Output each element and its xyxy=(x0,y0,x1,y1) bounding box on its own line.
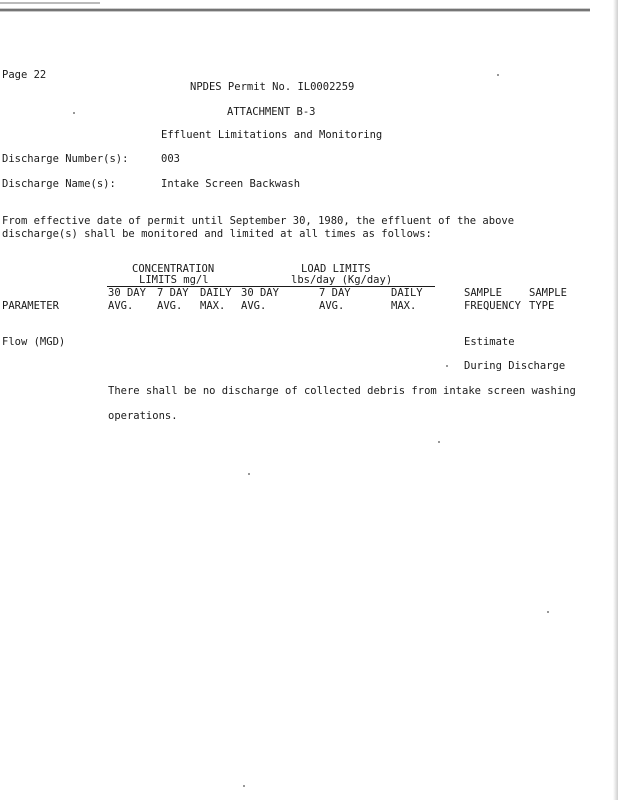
row-sample-type: During Discharge xyxy=(464,360,566,372)
discharge-name-value: Intake Screen Backwash xyxy=(161,178,301,190)
scan-speck xyxy=(248,473,250,475)
note-line-2: operations. xyxy=(108,410,178,422)
load-limits-units: lbs/day (Kg/day) xyxy=(291,274,393,286)
scan-speck xyxy=(438,441,440,443)
col-load-daily-max: MAX. xyxy=(391,300,417,312)
col-type: TYPE xyxy=(529,300,555,312)
col-conc-30day-avg: AVG. xyxy=(108,300,134,312)
scan-speck xyxy=(73,112,75,114)
col-conc-30day: 30 DAY xyxy=(108,287,146,299)
discharge-number-label: Discharge Number(s): xyxy=(2,153,129,165)
scan-edge-mark xyxy=(0,2,100,4)
col-load-7day-avg: AVG. xyxy=(319,300,345,312)
concentration-header: CONCENTRATION xyxy=(132,263,215,275)
col-conc-daily: DAILY xyxy=(200,287,232,299)
col-load-daily: DAILY xyxy=(391,287,423,299)
col-parameter: PARAMETER xyxy=(2,300,59,312)
document-subtitle: Effluent Limitations and Monitoring xyxy=(161,129,383,141)
col-sample-1: SAMPLE xyxy=(464,287,502,299)
concentration-units: LIMITS mg/l xyxy=(139,274,209,286)
discharge-number-value: 003 xyxy=(161,153,180,165)
col-conc-daily-max: MAX. xyxy=(200,300,226,312)
col-conc-7day: 7 DAY xyxy=(157,287,189,299)
scan-speck xyxy=(547,611,549,613)
col-load-30day-avg: AVG. xyxy=(241,300,267,312)
scan-right-edge xyxy=(613,0,618,800)
page-number: Page 22 xyxy=(2,69,47,81)
col-sample-2: SAMPLE xyxy=(529,287,567,299)
attachment-title: ATTACHMENT B-3 xyxy=(227,106,316,118)
col-load-7day: 7 DAY xyxy=(319,287,351,299)
scan-speck xyxy=(497,74,499,76)
col-load-30day: 30 DAY xyxy=(241,287,279,299)
load-limits-header: LOAD LIMITS xyxy=(301,263,371,275)
intro-line-2: discharge(s) shall be monitored and limited at all times as follows: xyxy=(2,228,432,240)
scan-top-edge xyxy=(0,8,590,12)
scan-speck xyxy=(446,365,448,367)
col-conc-7day-avg: AVG. xyxy=(157,300,183,312)
col-frequency: FREQUENCY xyxy=(464,300,521,312)
scan-speck xyxy=(243,785,245,787)
permit-number: NPDES Permit No. IL0002259 xyxy=(190,81,355,93)
intro-line-1: From effective date of permit until September 30, 1980, the effluent of the above xyxy=(2,215,515,227)
note-line-1: There shall be no discharge of collected debris from intake screen washing xyxy=(108,385,576,397)
discharge-name-label: Discharge Name(s): xyxy=(2,178,116,190)
row-parameter-flow: Flow (MGD) xyxy=(2,336,66,348)
row-sample-frequency: Estimate xyxy=(464,336,515,348)
